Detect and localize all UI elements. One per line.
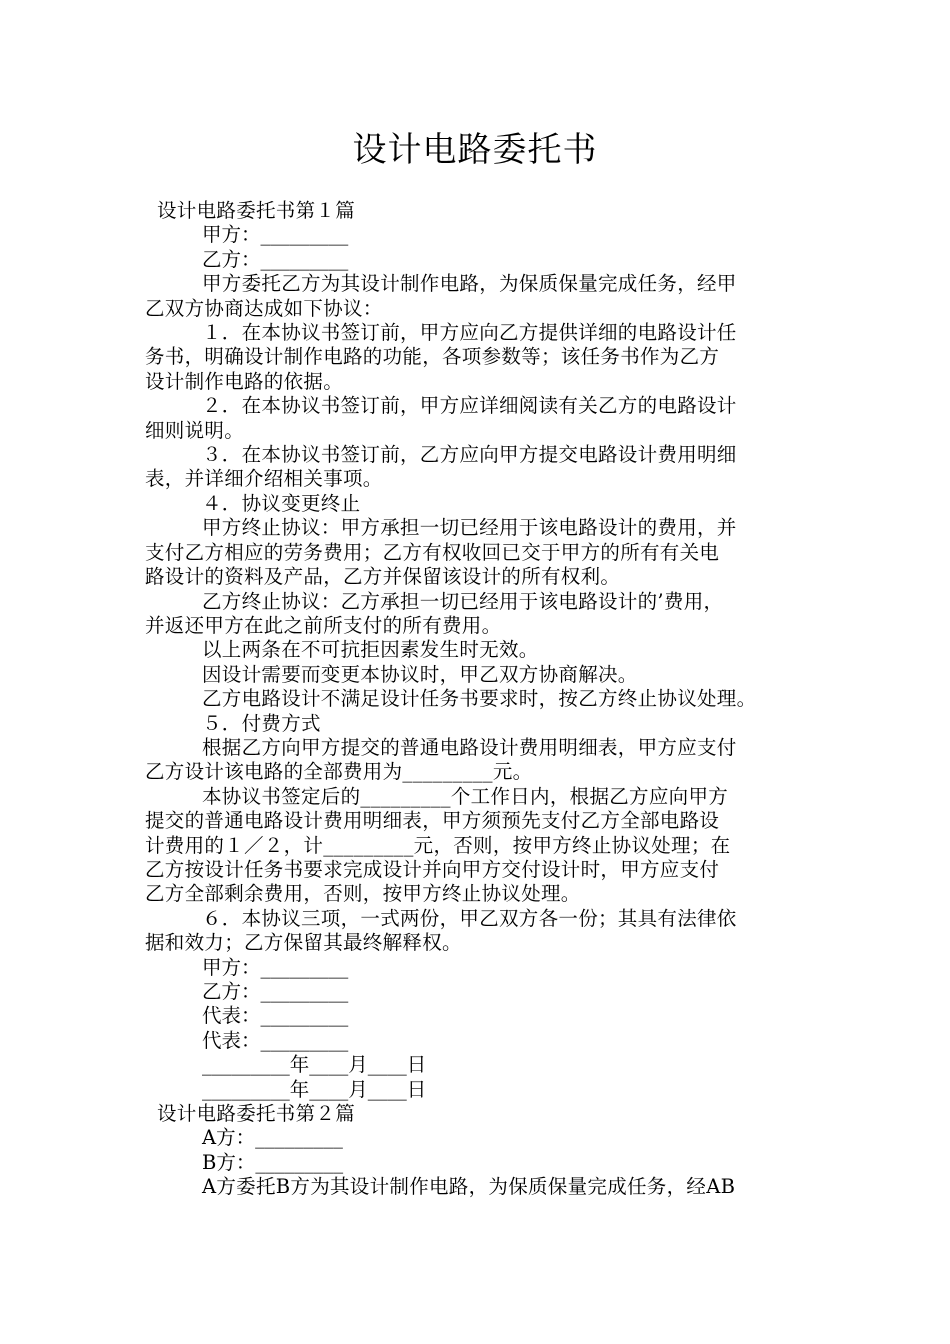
intro-paragraph: 甲方委托乙方为其设计制作电路，为保质保量完成任务，经甲 乙双方协商达成如下协议： <box>145 272 737 320</box>
clause-4-heading: ４．协议变更终止 <box>202 491 361 515</box>
date-line-2: _________年____月____日 <box>202 1077 427 1101</box>
section-2-party-b-field: B方：_________ <box>202 1150 344 1174</box>
payment-paragraph-1: 根据乙方向甲方提交的普通电路设计费用明细表，甲方应支付 乙方设计该电路的全部费用为_________元。 <box>145 735 737 784</box>
clause-1: １．在本协议书签订前，甲方应向乙方提供详细的电路设计任 务书，明确设计制作电路的功能，各项参数等；该任务书作为乙方 设计制作电路的依据。 <box>145 321 737 393</box>
not-satisfied-line: 乙方电路设计不满足设计任务书要求时，按乙方终止协议处理。 <box>202 687 757 711</box>
section-1-heading: 设计电路委托书第１篇 <box>157 199 356 222</box>
clause-2: ２．在本协议书签订前，甲方应详细阅读有关乙方的电路设计 细则说明。 <box>145 394 737 442</box>
section-2-party-a-field: A方：_________ <box>202 1126 343 1150</box>
date-line-1: _________年____月____日 <box>202 1053 427 1077</box>
party-b-field: 乙方：_________ <box>202 247 349 271</box>
clause-6: ６．本协议三项，一式两份，甲乙双方各一份；其具有法律依 据和效力；乙方保留其最终解释权。 <box>145 906 737 955</box>
signature-party-b: 乙方：_________ <box>202 980 349 1003</box>
representative-1: 代表：_________ <box>202 1004 349 1028</box>
document-title: 设计电路委托书 <box>352 130 598 170</box>
termination-b-paragraph: 乙方终止协议：乙方承担一切已经用于该电路设计的’费用， 并返还甲方在此之前所支付的所有费用。 <box>145 589 724 637</box>
termination-a-paragraph: 甲方终止协议：甲方承担一切已经用于该电路设计的费用，并 支付乙方相应的劳务费用；乙方有权收回已交于甲方的所有有关电 路设计的资料及产品，乙方并保留该设计的所有权利。 <box>145 516 737 589</box>
signature-party-a: 甲方：_________ <box>202 955 349 979</box>
section-2-heading: 设计电路委托书第２篇 <box>157 1102 356 1126</box>
force-majeure-line: 以上两条在不可抗拒因素发生时无效。 <box>202 638 539 662</box>
change-line: 因设计需要而变更本协议时，甲乙双方协商解决。 <box>202 662 638 686</box>
document-body <box>145 199 810 1200</box>
clause-3: ３．在本协议书签订前，乙方应向甲方提交电路设计费用明细 表，并详细介绍相关事项。 <box>145 443 737 491</box>
clause-5-heading: ５．付费方式 <box>202 711 321 735</box>
party-a-field: 甲方：_________ <box>202 223 349 247</box>
section-2-intro: A方委托B方为其设计制作电路，为保质保量完成任务，经AB <box>202 1175 736 1199</box>
payment-paragraph-2: 本协议书签定后的_________个工作日内，根据乙方应向甲方 提交的普通电路设计费用明细表，甲方须预先支付乙方全部电路设 计费用的１／２，计_________元，否则，按甲方终止协议处理；在 乙方按设计任务书要求完成设计并向甲方交付设计时，甲方应支付 乙方全部剩余费用，否则，按甲方终止协议处理。 <box>145 784 731 906</box>
representative-2: 代表：_________ <box>202 1028 349 1052</box>
